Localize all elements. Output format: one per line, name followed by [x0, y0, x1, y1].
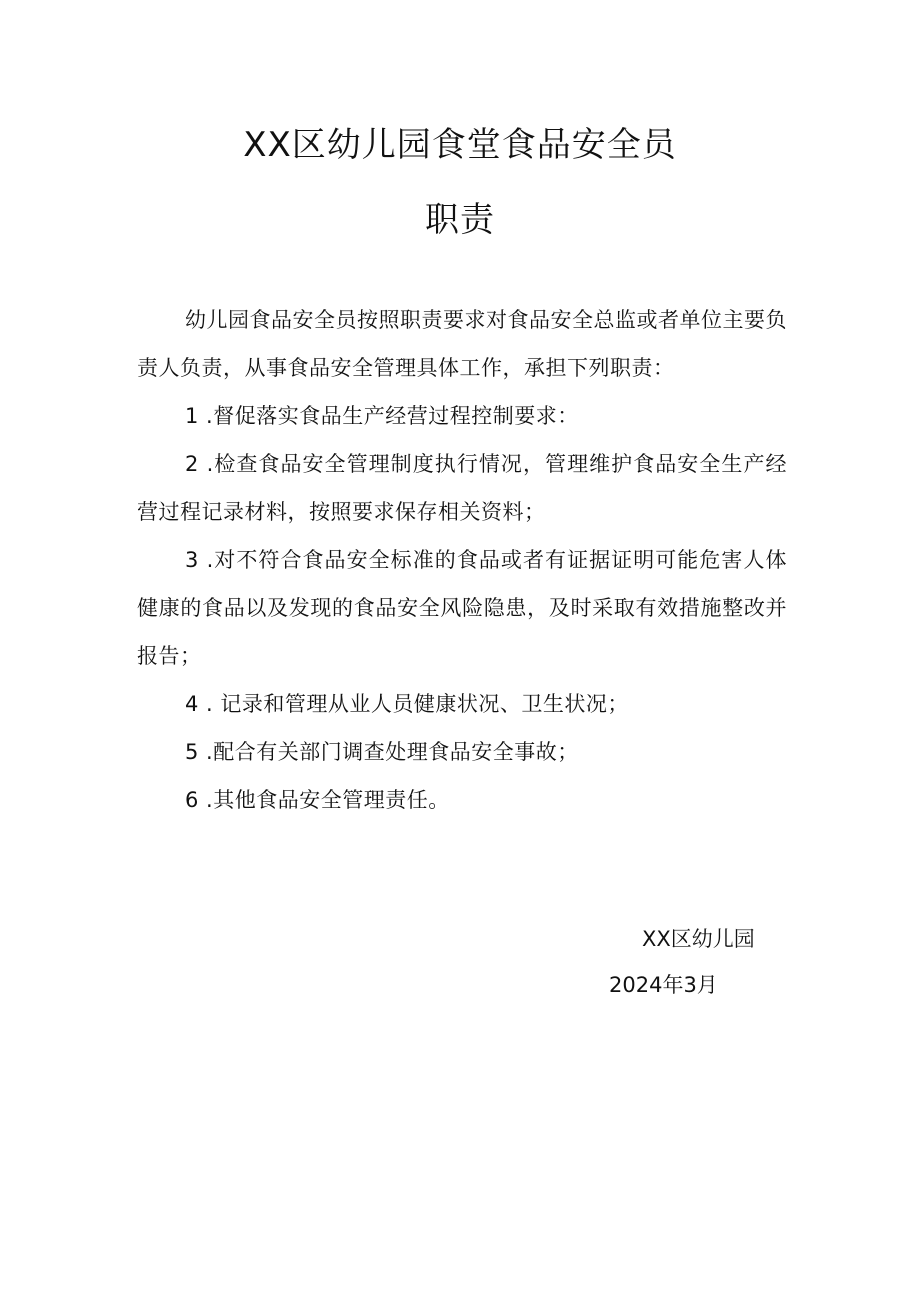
- signature-date: 2024年3月: [609, 973, 718, 997]
- intro-paragraph: 幼儿园食品安全员按照职责要求对食品安全总监或者单位主要负责人负责，从事食品安全管理具体工作，承担下列职责：: [137, 308, 787, 380]
- document-title-line2: 职责: [425, 200, 495, 240]
- duty-item-3: 3 .对不符合食品安全标准的食品或者有证据证明可能危害人体健康的食品以及发现的食品安全风险隐患，及时采取有效措施整改并报告；: [137, 548, 787, 668]
- duty-item-2: 2 .检查食品安全管理制度执行情况，管理维护食品安全生产经营过程记录材料，按照要求保存相关资料；: [137, 452, 787, 524]
- duty-item-1: 1 .督促落实食品生产经营过程控制要求：: [185, 404, 579, 428]
- duty-item-5: 5 .配合有关部门调查处理食品安全事故；: [185, 740, 579, 764]
- duty-item-4: 4 . 记录和管理从业人员健康状况、卫生状况；: [185, 692, 629, 716]
- document-body: [137, 296, 787, 824]
- signature-organization: XX区幼儿园: [642, 927, 755, 951]
- document-title: XX区幼儿园食堂食品安全员: [243, 125, 677, 165]
- duty-item-6: 6 .其他食品安全管理责任。: [185, 788, 450, 812]
